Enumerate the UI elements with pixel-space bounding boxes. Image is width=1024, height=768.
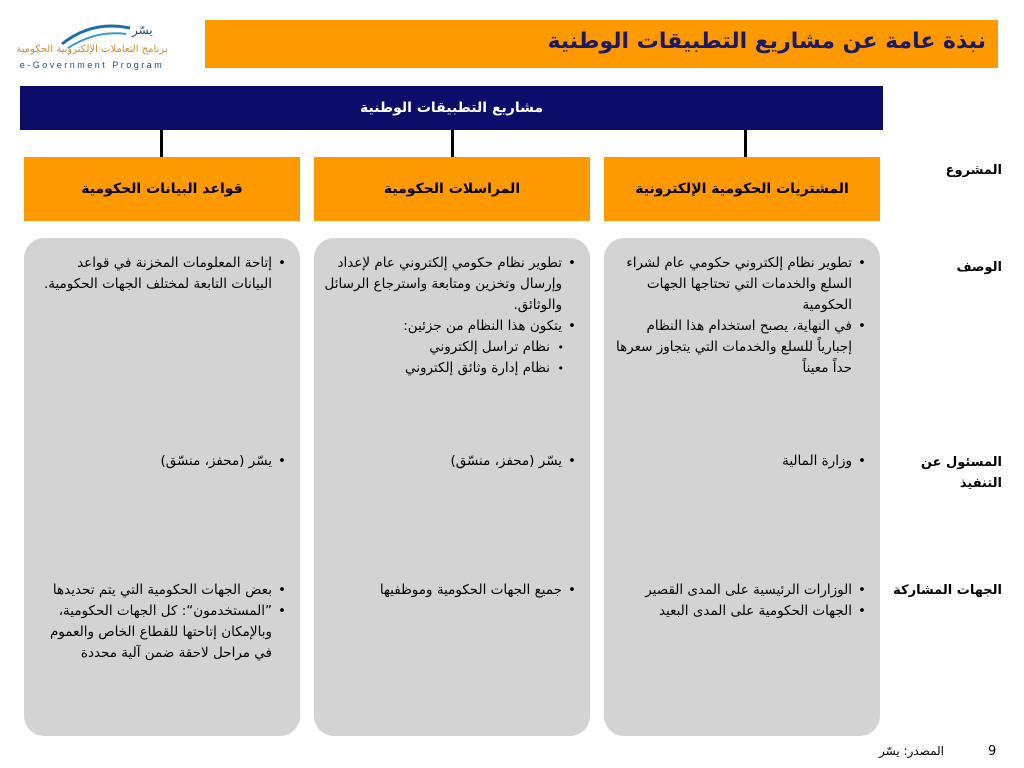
procurement-responsible	[614, 451, 868, 472]
project-box-databases: قواعد البيانات الحكومية	[24, 157, 300, 221]
list-item: • جميع الجهات الحكومية وموظفيها	[324, 580, 562, 601]
page-title: نبذة عامة عن مشاريع التطبيقات الوطنية	[547, 29, 986, 54]
list-item: • نظام إدارة وثائق إلكتروني	[324, 358, 550, 379]
list-item: • نظام تراسل إلكتروني	[324, 337, 550, 358]
list-item: • يتكون هذا النظام من جزئين:	[324, 316, 562, 337]
list-item: • في النهاية، يصبح استخدام هذا النظام إجبارياً للسلع والخدمات التي يتجاوز سعرها حداً معيناً	[614, 316, 852, 379]
svg-text:يسّر: يسّر	[132, 23, 153, 37]
list-item: • يسّر (محفز، منسّق)	[34, 451, 272, 472]
row-label-responsible: المسئول عن التنفيذ	[920, 455, 1002, 491]
project-box-procurement: المشتريات الحكومية الإلكترونية	[604, 157, 880, 221]
logo-english-text: e-Government Program	[19, 60, 165, 70]
list-item: • يسّر (محفز، منسّق)	[324, 451, 562, 472]
connector-line	[160, 130, 163, 157]
connector-line	[451, 130, 454, 157]
correspondence-participants	[324, 580, 578, 601]
row-label-project: المشروع	[945, 163, 1002, 178]
databases-responsible	[34, 451, 288, 472]
list-item: • الوزارات الرئيسية على المدى القصير	[614, 580, 852, 601]
list-item: • تطوير نظام إلكتروني حكومي عام لشراء السلع والخدمات التي تحتاجها الجهات الحكومية	[614, 253, 852, 316]
list-item: • وزارة المالية	[614, 451, 852, 472]
list-item: • إتاحة المعلومات المخزنة في قواعد البيانات التابعة لمختلف الجهات الحكومية.	[34, 253, 272, 295]
procurement-participants	[614, 580, 868, 622]
row-label-description: الوصف	[956, 260, 1002, 275]
row-label-participants: الجهات المشاركة	[893, 583, 1002, 598]
list-item: • تطوير نظام حكومي إلكتروني عام لإعداد وإرسال وتخزين ومتابعة واسترجاع الرسائل والوثائق.	[324, 253, 562, 316]
databases-description	[34, 253, 288, 295]
correspondence-description	[324, 253, 578, 379]
correspondence-responsible	[324, 451, 578, 472]
databases-participants	[34, 580, 288, 664]
list-item: • ”المستخدمون“: كل الجهات الحكومية، وبالإمكان إتاحتها للقطاع الخاص والعموم في مراحل لاحقة ضمن آلية محددة	[34, 601, 272, 664]
title-bar	[205, 20, 998, 68]
logo-arabic-text: برنامج التعاملات الإلكترونية الحكومية	[16, 44, 168, 55]
page-number: 9	[988, 744, 997, 759]
project-box-correspondence: المراسلات الحكومية	[314, 157, 590, 221]
list-item: • الجهات الحكومية على المدى البعيد	[614, 601, 852, 622]
connector-line	[744, 130, 747, 157]
list-item: • بعض الجهات الحكومية التي يتم تحديدها	[34, 580, 272, 601]
main-header-bar: مشاريع التطبيقات الوطنية	[20, 86, 883, 130]
source-note: المصدر: يسّر	[879, 744, 944, 758]
procurement-description	[614, 253, 868, 379]
